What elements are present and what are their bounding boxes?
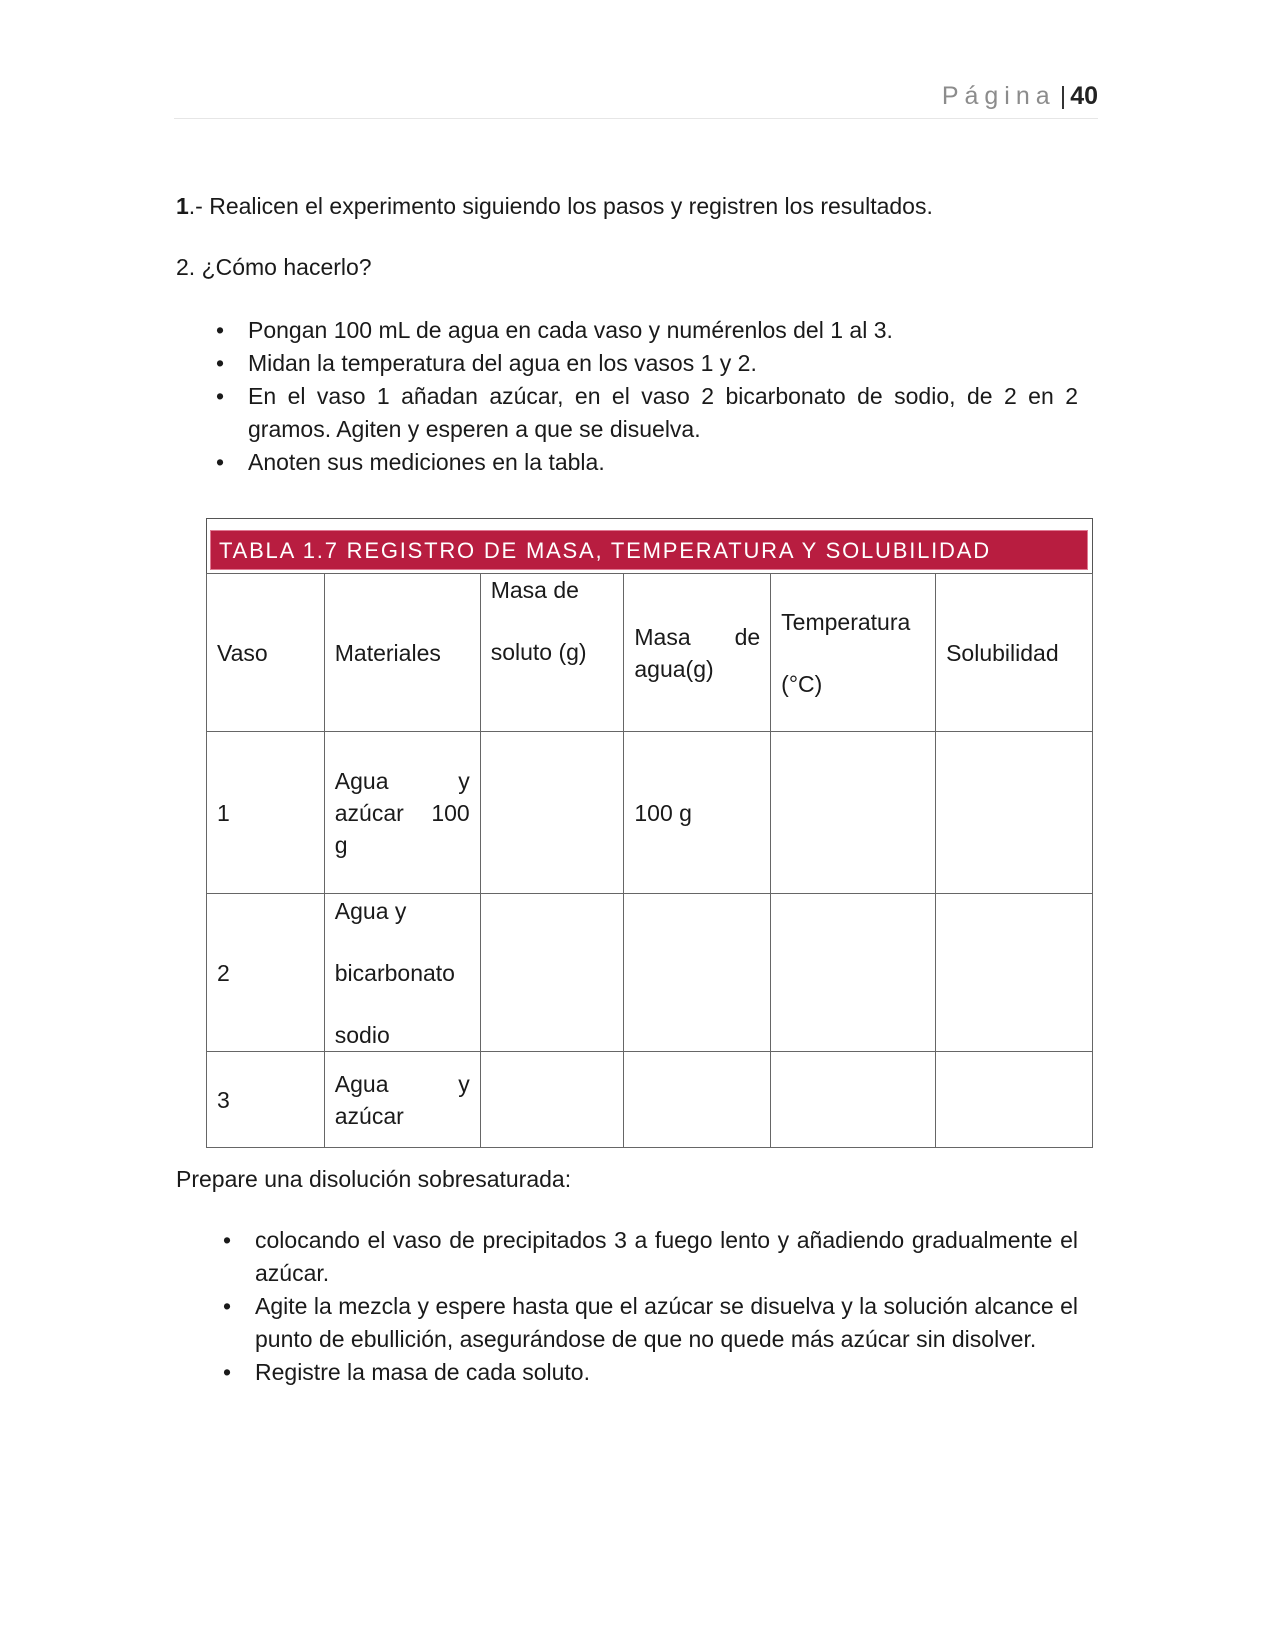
cell-masa-soluto (480, 894, 624, 1052)
step-2-heading: 2. ¿Cómo hacerlo? (176, 254, 372, 280)
prepare-list (223, 1224, 1078, 1389)
header-masa-agua-line-2: agua(g) (634, 655, 714, 682)
table-caption: TABLA 1.7 REGISTRO DE MASA, TEMPERATURA Y SOLUBILIDAD (210, 530, 1088, 570)
table-header-row (207, 574, 1093, 732)
cell-solubilidad (936, 732, 1093, 894)
header-temperatura-line-1: Temperatura (781, 608, 911, 635)
cell-vaso: 3 (207, 1052, 325, 1148)
bullet-icon: • (223, 1227, 232, 1253)
cell-materiales-word: azúcar (334, 799, 404, 826)
prepare-paragraph: Prepare una disolución sobresaturada: (176, 1166, 572, 1192)
cell-masa-soluto (480, 732, 624, 894)
header-materiales: Materiales (324, 574, 480, 732)
cell-materiales-word: y (458, 767, 470, 794)
bullet-icon: • (223, 1293, 232, 1319)
cell-masa-agua: 100 g (624, 732, 771, 894)
cell-materiales-line: sodio (334, 1021, 390, 1048)
cell-materiales-word: 100 (431, 799, 470, 826)
list-item (216, 314, 1078, 347)
cell-materiales-word: Agua (334, 767, 389, 794)
header-masa-soluto (480, 574, 624, 732)
page-separator: | (1059, 82, 1067, 110)
list-item-text: Pongan 100 mL de agua en cada vaso y numérenlos del 1 al 3. (248, 317, 893, 343)
cell-masa-agua (624, 1052, 771, 1148)
list-item (223, 1290, 1078, 1356)
cell-materiales (324, 732, 480, 894)
header-masa-agua-word-1: Masa (634, 623, 691, 650)
cell-vaso: 2 (207, 894, 325, 1052)
step-1-text: .- Realicen el experimento siguiendo los pasos y registren los resultados. (188, 193, 933, 219)
header-masa-soluto-line-2: soluto (g) (490, 639, 587, 665)
header-temperatura (771, 574, 936, 732)
header-vaso: Vaso (207, 574, 325, 732)
measurement-grid (206, 573, 1093, 1148)
step-1-number: 1 (176, 193, 189, 219)
list-item-text: Midan la temperatura del agua en los vasos 1 y 2. (248, 350, 757, 376)
list-item (216, 347, 1078, 380)
page-label: Página (941, 82, 1056, 110)
bullet-icon: • (223, 1359, 232, 1385)
list-item-text: colocando el vaso de precipitados 3 a fuego lento y añadiendo gradualmente el azúcar. (255, 1227, 1078, 1286)
cell-materiales (324, 1052, 480, 1148)
header-masa-agua-word-2: de (734, 623, 761, 650)
bullet-icon: • (216, 449, 225, 475)
header-masa-agua (624, 574, 771, 732)
list-item (216, 446, 1078, 479)
bullet-icon: • (216, 350, 225, 376)
page-number: 40 (1070, 82, 1098, 110)
list-item-text: Registre la masa de cada soluto. (255, 1359, 590, 1385)
cell-materiales-word: g (334, 831, 348, 858)
bullet-icon: • (216, 383, 225, 409)
list-item-text: Agite la mezcla y espere hasta que el azúcar se disuelva y la solución alcance el punto de ebullición, asegurándose de que no quede más azúcar sin disolver. (255, 1293, 1078, 1352)
list-item-text: En el vaso 1 añadan azúcar, en el vaso 2 bicarbonato de sodio, de 2 en 2 gramos. Agiten y esperen a que se disuelva. (248, 383, 1078, 442)
cell-materiales-line: bicarbonato (334, 959, 455, 986)
page-header (174, 82, 1098, 119)
cell-solubilidad (936, 1052, 1093, 1148)
data-table (206, 518, 1093, 1148)
header-masa-soluto-line-1: Masa de (490, 577, 579, 603)
instructions-list (216, 314, 1078, 479)
cell-temperatura (771, 732, 936, 894)
cell-materiales (324, 894, 480, 1052)
bullet-icon: • (216, 317, 225, 343)
step-1-paragraph (176, 190, 933, 222)
cell-temperatura (771, 1052, 936, 1148)
cell-materiales-word: Agua (334, 1070, 389, 1097)
cell-temperatura (771, 894, 936, 1052)
cell-materiales-line: azúcar (334, 1102, 404, 1129)
list-item (223, 1224, 1078, 1290)
table-row (207, 894, 1093, 1052)
header-solubilidad: Solubilidad (936, 574, 1093, 732)
cell-solubilidad (936, 894, 1093, 1052)
table-row (207, 732, 1093, 894)
cell-materiales-word: y (458, 1070, 470, 1097)
list-item-text: Anoten sus mediciones en la tabla. (248, 449, 605, 475)
header-temperatura-line-2: (°C) (781, 670, 823, 697)
list-item (216, 380, 1078, 446)
cell-vaso: 1 (207, 732, 325, 894)
table-row (207, 1052, 1093, 1148)
cell-masa-soluto (480, 1052, 624, 1148)
cell-materiales-line: Agua y (334, 897, 407, 924)
list-item (223, 1356, 1078, 1389)
cell-masa-agua (624, 894, 771, 1052)
